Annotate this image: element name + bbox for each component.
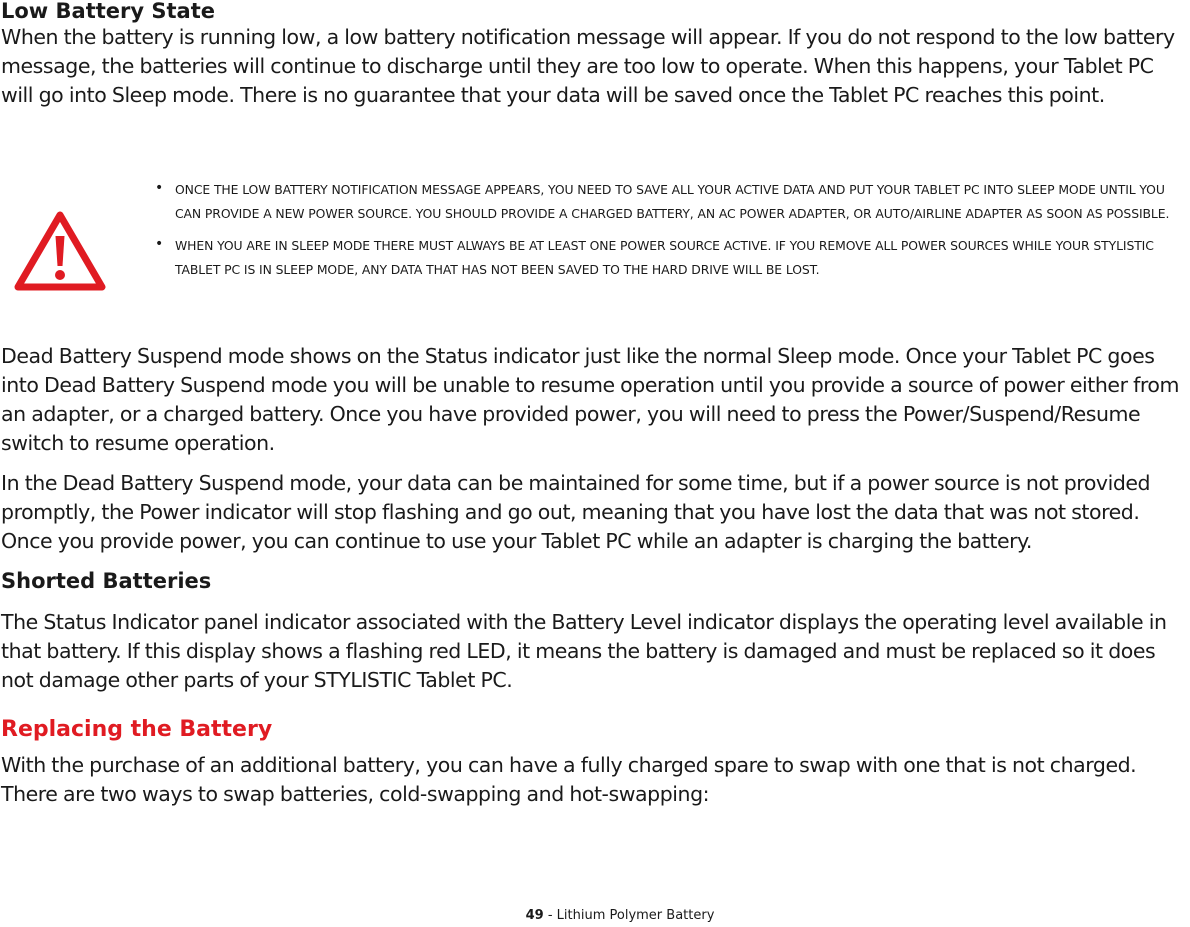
page-number: 49: [525, 908, 544, 923]
dead-battery-paragraph: In the Dead Battery Suspend mode, your data can be maintained for some time, but if a power source is not provided promptly, the Power indicator will stop flashing and go out, meaning that you have lost the data that was not stored. Once you provide power, you can continue to use your Tablet PC while an adapter is charging the battery.: [1, 471, 1151, 553]
low-battery-paragraph: When the battery is running low, a low battery notification message will appear. If you do not respond to the low battery message, the batteries will continue to discharge until they are too low to operate. When this happens, your Tablet PC will go into Sleep mode. There is no guarantee that your data will be saved once the Tablet PC reaches this point.: [1, 25, 1175, 107]
dead-battery-section: [1, 342, 1189, 458]
section-heading-shorted: Shorted Batteries: [1, 569, 212, 593]
section-heading-replacing: Replacing the Battery: [1, 717, 273, 742]
low-battery-section: [1, 23, 1189, 110]
warning-triangle-icon: [14, 210, 106, 292]
warning-list: [155, 178, 1185, 282]
dead-battery-paragraph: Dead Battery Suspend mode shows on the Status indicator just like the normal Sleep mode. Once your Tablet PC goes into Dead Battery Suspend mode you will be unable to resume operation until you provide a source of power either from an adapter, or a charged battery. Once you have provided power, you will need to press the Power/Suspend/Resume switch to resume operation.: [1, 344, 1180, 455]
page-footer: [0, 906, 1190, 926]
shorted-section: [1, 608, 1189, 695]
dead-battery-section: [1, 469, 1189, 556]
bullet-icon: •: [155, 180, 164, 196]
shorted-paragraph: The Status Indicator panel indicator associated with the Battery Level indicator displays the operating level available in that battery. If this display shows a flashing red LED, it means the battery is damaged and must be replaced so it does not damage other parts of your STYLISTIC Tablet PC.: [1, 610, 1167, 692]
warning-item: [155, 178, 1185, 226]
warning-item-text: ONCE THE LOW BATTERY NOTIFICATION MESSAGE APPEARS, YOU NEED TO SAVE ALL YOUR ACTIVE DATA AND PUT YOUR TABLET PC INTO SLEEP MODE UNTIL YOU CAN PROVIDE A NEW POWER SOURCE. YOU SHOULD PROVIDE A CHARGED BATTERY, AN AC POWER ADAPTER, OR AUTO/AIRLINE ADAPTER AS SOON AS POSSIBLE.: [175, 182, 1170, 221]
replacing-section: [1, 751, 1189, 809]
replacing-paragraph: With the purchase of an additional battery, you can have a fully charged spare to swap with one that is not charged. There are two ways to swap batteries, cold-swapping and hot-swapping:: [1, 753, 1137, 806]
warning-item: [155, 234, 1185, 282]
warning-item-text: WHEN YOU ARE IN SLEEP MODE THERE MUST ALWAYS BE AT LEAST ONE POWER SOURCE ACTIVE. IF YOU REMOVE ALL POWER SOURCES WHILE YOUR STYLISTIC TABLET PC IS IN SLEEP MODE, ANY DATA THAT HAS NOT BEEN SAVED TO THE HARD DRIVE WILL BE LOST.: [175, 238, 1154, 277]
bullet-icon: •: [155, 236, 164, 252]
footer-section-title: Lithium Polymer Battery: [556, 908, 715, 923]
section-heading-low-battery: Low Battery State: [1, 0, 215, 23]
footer-separator: -: [547, 908, 553, 923]
